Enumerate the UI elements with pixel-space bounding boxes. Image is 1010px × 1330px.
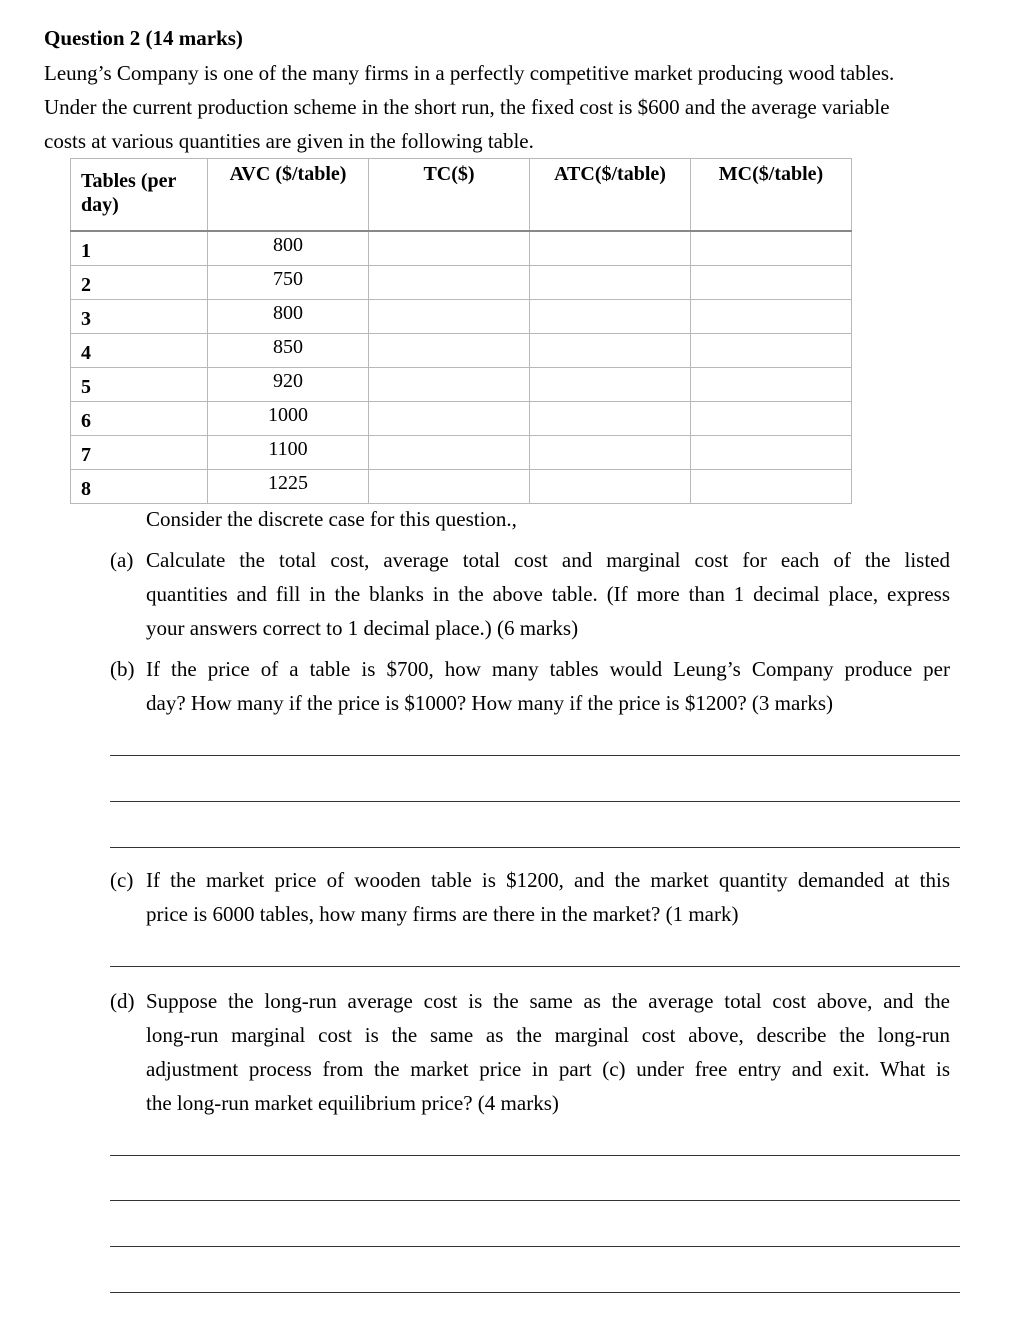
- cell-atc-blank[interactable]: [530, 266, 691, 300]
- part-d-text: [146, 984, 950, 1120]
- header-atc: ATC($/table): [530, 159, 691, 232]
- cell-mc-blank[interactable]: [691, 266, 852, 300]
- table-row: [71, 402, 852, 436]
- answer-line-d2[interactable]: [110, 1200, 960, 1201]
- table-row: [71, 266, 852, 300]
- cell-atc-blank[interactable]: [530, 300, 691, 334]
- part-b-line: day? How many if the price is $1000? How many if the price is $1200? (3 marks): [146, 691, 833, 715]
- cell-avc: 1000: [208, 402, 369, 436]
- table-header-row: [71, 159, 852, 232]
- cell-qty: 6: [71, 402, 208, 436]
- cost-table: [70, 158, 852, 504]
- question-title: Question 2 (14 marks): [44, 26, 243, 50]
- question-intro: [44, 56, 956, 158]
- part-a: [110, 543, 950, 645]
- intro-line: Under the current production scheme in the short run, the fixed cost is $600 and the average variable: [44, 95, 890, 119]
- part-a-label: (a): [110, 548, 134, 572]
- cell-qty: 2: [71, 266, 208, 300]
- cell-qty: 4: [71, 334, 208, 368]
- cell-atc-blank[interactable]: [530, 334, 691, 368]
- cell-avc: 750: [208, 266, 369, 300]
- part-c-line: If the market price of wooden table is $1200, and the market quantity demanded at this: [146, 868, 950, 892]
- answer-line-b2[interactable]: [110, 801, 960, 802]
- table-row: [71, 231, 852, 266]
- cell-atc-blank[interactable]: [530, 402, 691, 436]
- table-row: [71, 334, 852, 368]
- consider-note: Consider the discrete case for this question.,: [146, 507, 517, 531]
- intro-line: Leung’s Company is one of the many firms in a perfectly competitive market producing wood tables.: [44, 61, 895, 85]
- cell-mc-blank[interactable]: [691, 334, 852, 368]
- cell-tc-blank[interactable]: [369, 300, 530, 334]
- cell-tc-blank[interactable]: [369, 436, 530, 470]
- part-c-label: (c): [110, 868, 134, 892]
- part-d-line: long-run marginal cost is the same as the marginal cost above, describe the long-run: [146, 1023, 950, 1047]
- cell-tc-blank[interactable]: [369, 231, 530, 266]
- cell-atc-blank[interactable]: [530, 470, 691, 504]
- part-d-line: adjustment process from the market price in part (c) under free entry and exit. What is: [146, 1057, 950, 1081]
- answer-line-b1[interactable]: [110, 755, 960, 756]
- answer-line-d3[interactable]: [110, 1246, 960, 1247]
- cell-tc-blank[interactable]: [369, 368, 530, 402]
- cell-tc-blank[interactable]: [369, 470, 530, 504]
- part-b-text: [146, 652, 950, 720]
- part-a-text: [146, 543, 950, 645]
- header-quantity-line2: day): [81, 194, 119, 216]
- cell-avc: 800: [208, 231, 369, 266]
- header-mc: MC($/table): [691, 159, 852, 232]
- part-a-line: Calculate the total cost, average total cost and marginal cost for each of the listed: [146, 548, 950, 572]
- header-avc: AVC ($/table): [208, 159, 369, 232]
- part-b-line: If the price of a table is $700, how many tables would Leung’s Company produce per: [146, 657, 950, 681]
- part-b-label: (b): [110, 657, 135, 681]
- cell-qty: 3: [71, 300, 208, 334]
- header-quantity-line1: Tables (per: [81, 170, 177, 192]
- cell-avc: 1100: [208, 436, 369, 470]
- part-b: [110, 652, 950, 720]
- table-row: [71, 300, 852, 334]
- cell-avc: 800: [208, 300, 369, 334]
- cell-mc-blank[interactable]: [691, 231, 852, 266]
- part-c-text: [146, 863, 950, 931]
- part-c-line: price is 6000 tables, how many firms are there in the market? (1 mark): [146, 902, 739, 926]
- answer-line-b3[interactable]: [110, 847, 960, 848]
- header-tc: TC($): [369, 159, 530, 232]
- cell-qty: 8: [71, 470, 208, 504]
- part-d: [110, 984, 950, 1120]
- part-d-line: Suppose the long-run average cost is the same as the average total cost above, and the: [146, 989, 950, 1013]
- table-row: [71, 470, 852, 504]
- cell-atc-blank[interactable]: [530, 231, 691, 266]
- cell-tc-blank[interactable]: [369, 334, 530, 368]
- cell-atc-blank[interactable]: [530, 368, 691, 402]
- cell-mc-blank[interactable]: [691, 436, 852, 470]
- part-c: [110, 863, 950, 931]
- cell-mc-blank[interactable]: [691, 300, 852, 334]
- cell-mc-blank[interactable]: [691, 402, 852, 436]
- cell-qty: 1: [71, 231, 208, 266]
- cell-mc-blank[interactable]: [691, 470, 852, 504]
- cell-atc-blank[interactable]: [530, 436, 691, 470]
- cell-avc: 920: [208, 368, 369, 402]
- part-a-line: quantities and fill in the blanks in the above table. (If more than 1 decimal place, express: [146, 582, 950, 606]
- intro-line: costs at various quantities are given in the following table.: [44, 129, 534, 153]
- table-row: [71, 368, 852, 402]
- answer-line-d1[interactable]: [110, 1155, 960, 1156]
- cell-qty: 7: [71, 436, 208, 470]
- part-d-label: (d): [110, 989, 135, 1013]
- cell-mc-blank[interactable]: [691, 368, 852, 402]
- cell-avc: 1225: [208, 470, 369, 504]
- answer-line-c1[interactable]: [110, 966, 960, 967]
- answer-line-d4[interactable]: [110, 1292, 960, 1293]
- part-a-line: your answers correct to 1 decimal place.) (6 marks): [146, 616, 579, 640]
- table-row: [71, 436, 852, 470]
- cell-tc-blank[interactable]: [369, 402, 530, 436]
- part-d-line: the long-run market equilibrium price? (4 marks): [146, 1091, 559, 1115]
- cell-qty: 5: [71, 368, 208, 402]
- cell-avc: 850: [208, 334, 369, 368]
- header-quantity: [71, 159, 208, 232]
- cell-tc-blank[interactable]: [369, 266, 530, 300]
